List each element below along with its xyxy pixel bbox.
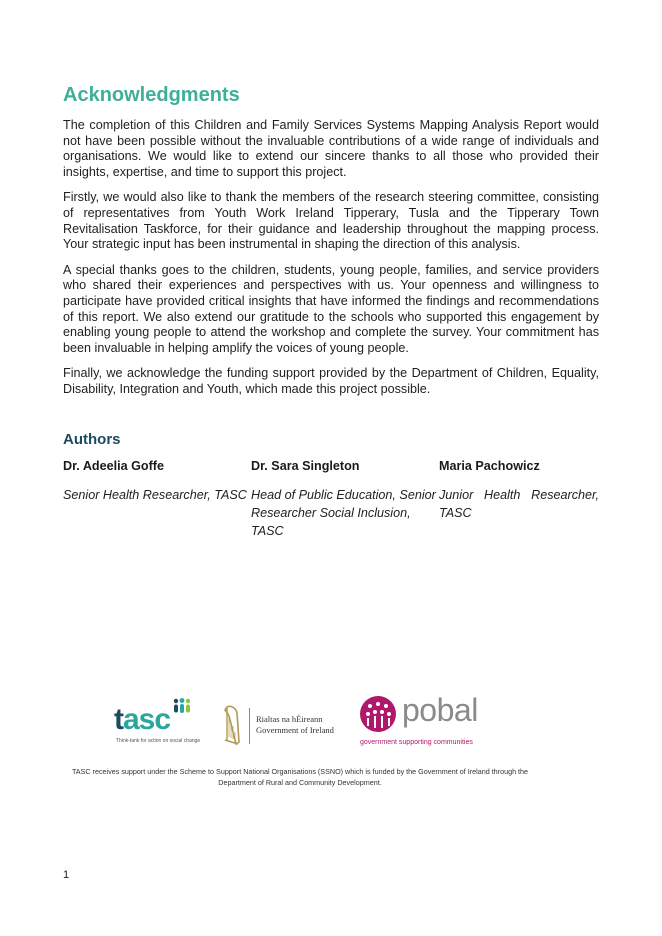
author-name: Dr. Adeelia Goffe [63,458,165,473]
author-role: Head of Public Education, Senior Researcher Social Inclusion, TASC [251,487,436,538]
funding-note: TASC receives support under the Scheme to Support National Organisations (SSNO) which is funded by the Government of Ireland through the Department of Rural and Community Development. [71,767,529,787]
pobal-tagline: government supporting communities [360,739,473,746]
pobal-dots-icon [358,694,400,736]
author-card [63,458,251,540]
tasc-wordmark: tasc [114,703,171,736]
government-wordmark [256,714,334,736]
tasc-logo [114,698,201,748]
author-card [439,458,599,540]
partner-logos [110,692,510,752]
author-role: Senior Health Researcher, TASC [63,487,247,502]
author-card [251,458,439,540]
paragraph-special-thanks: A special thanks goes to the children, students, young people, families, and service providers who shared their experiences and perspectives with us. Your openness and willingness to participate have provided critical insights that have informed the findings and recommendations of this report. We also extend our gratitude to the schools who supported this engagement by enabling young people to attend the workshop and complete the survey. Your commitment has been invaluable in helping amplify the voices of young people. [63,262,599,355]
page-number: 1 [63,869,70,881]
author-role: Junior Health Researcher, TASC [439,487,599,520]
paragraph-intro: The completion of this Children and Family Services Systems Mapping Analysis Report would not have been possible without the invaluable contributions of a wide range of individuals and organisations. We would like to extend our sincere thanks to all those who provided their insights, expertise, and time to support this project. [63,118,599,179]
paragraph-steering-committee: Firstly, we would also like to thank the members of the research steering committee, consisting of representatives from Youth Work Ireland Tipperary, Tusla and the Tipperary Town Revitalisation Taskforce, for their guidance and leadership throughout the mapping process. Your strategic input has been instrumental in shaping the direction of this analysis. [63,190,599,252]
page-content [63,82,599,540]
divider [249,708,250,744]
harp-icon [222,704,244,746]
page-title: Acknowledgments [63,84,240,106]
government-english-name: Government of Ireland [256,725,334,735]
tasc-people-icon [172,698,192,714]
author-name: Maria Pachowicz [439,458,540,473]
government-of-ireland-logo [222,704,352,746]
authors-heading: Authors [63,430,121,448]
government-irish-name: Rialtas na hÉireann [256,714,323,724]
authors-list [63,458,599,540]
tasc-tagline: Think-tank for action on social change [116,738,201,744]
pobal-wordmark: pobal [402,692,478,728]
paragraph-funding: Finally, we acknowledge the funding support provided by the Department of Children, Equality, Disability, Integration and Youth, which made this project possible. [63,366,599,396]
pobal-logo [358,694,498,752]
author-name: Dr. Sara Singleton [251,458,360,473]
